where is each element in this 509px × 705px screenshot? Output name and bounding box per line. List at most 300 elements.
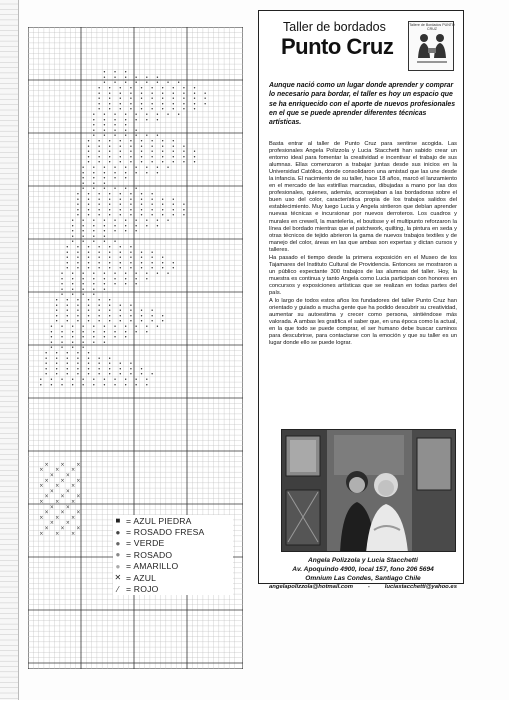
chart-symbol: • <box>92 287 96 293</box>
chart-symbol: • <box>50 325 53 330</box>
chart-symbol: • <box>193 150 196 156</box>
chart-symbol: • <box>81 187 85 193</box>
chart-symbol: • <box>97 102 101 108</box>
chart-symbol: • <box>140 160 143 166</box>
chart-symbol: • <box>161 160 165 166</box>
chart-symbol: • <box>92 330 96 336</box>
chart-symbol: • <box>118 203 122 209</box>
chart-symbol: • <box>55 356 59 362</box>
chart-symbol: • <box>129 197 133 203</box>
chart-symbol: • <box>140 86 143 92</box>
chart-symbol: • <box>103 81 106 87</box>
chart-symbol: • <box>87 250 90 256</box>
chart-symbol: • <box>150 91 154 97</box>
chart-symbol: • <box>92 378 96 383</box>
chart-symbol: • <box>81 282 85 288</box>
chart-symbol: • <box>140 309 143 315</box>
chart-symbol: × <box>60 525 65 532</box>
chart-symbol: • <box>81 287 85 293</box>
chart-symbol: • <box>60 383 64 389</box>
chart-symbol: • <box>118 245 122 251</box>
chart-symbol: • <box>108 97 112 103</box>
chart-symbol: • <box>140 367 143 373</box>
chart-symbol: • <box>171 266 175 272</box>
chart-symbol: • <box>55 367 59 373</box>
chart-symbol: • <box>129 144 133 150</box>
chart-symbol: • <box>161 261 165 267</box>
chart-symbol: • <box>71 277 75 283</box>
chart-symbol: • <box>118 192 122 198</box>
chart-symbol: × <box>44 461 49 468</box>
chart-symbol: • <box>81 240 85 246</box>
square-icon: ■ <box>115 516 121 526</box>
chart-symbol: • <box>193 97 196 103</box>
chart-symbol: • <box>124 282 128 288</box>
chart-symbol: • <box>60 325 64 330</box>
chart-symbol: • <box>71 340 75 346</box>
chart-symbol: × <box>76 493 81 500</box>
chart-symbol: • <box>113 229 117 235</box>
chart-symbol: • <box>92 335 96 341</box>
chart-symbol: • <box>150 256 154 262</box>
chart-symbol: • <box>134 113 138 118</box>
chart-symbol: • <box>113 81 117 87</box>
chart-symbol: • <box>129 91 133 97</box>
chart-symbol: • <box>97 97 101 103</box>
legend-item-azul-piedra: ■ = AZUL PIEDRA <box>113 515 233 526</box>
chart-symbol: • <box>145 134 149 140</box>
chart-symbol: • <box>103 277 106 283</box>
chart-symbol: • <box>118 213 122 219</box>
chart-symbol: × <box>44 493 49 500</box>
chart-symbol: • <box>81 219 85 224</box>
chart-symbol: • <box>97 372 101 378</box>
chart-symbol: • <box>81 346 85 352</box>
chart-symbol: • <box>129 97 133 103</box>
chart-symbol: • <box>87 208 90 214</box>
chart-symbol: • <box>108 197 112 203</box>
chart-symbol: • <box>150 213 154 219</box>
chart-symbol: • <box>124 187 128 193</box>
chart-symbol: • <box>108 309 112 315</box>
chart-symbol: • <box>145 81 149 87</box>
chart-symbol: • <box>108 261 112 267</box>
chart-symbol: • <box>97 266 101 272</box>
chart-symbol: • <box>60 272 64 277</box>
chart-symbol: • <box>118 303 122 309</box>
chart-symbol: • <box>50 335 53 341</box>
chart-symbol: • <box>140 372 143 378</box>
chart-symbol: • <box>108 356 112 362</box>
chart-symbol: × <box>49 504 55 511</box>
chart-symbol: • <box>71 325 75 330</box>
chart-symbol: • <box>103 383 106 389</box>
chart-symbol: • <box>103 134 106 140</box>
chart-symbol: • <box>182 144 186 150</box>
chart-symbol: • <box>108 298 112 304</box>
chart-symbol: • <box>161 213 165 219</box>
chart-symbol: • <box>60 378 64 383</box>
chart-symbol: • <box>150 261 154 267</box>
chart-symbol: • <box>71 346 75 352</box>
chart-symbol: • <box>124 166 128 171</box>
chart-symbol: • <box>150 107 154 113</box>
chart-symbol: • <box>140 107 143 113</box>
chart-symbol: • <box>113 118 117 124</box>
chart-symbol: • <box>87 155 90 161</box>
chart-symbol: • <box>81 335 85 341</box>
chart-symbol: × <box>71 530 76 537</box>
chart-symbol: • <box>129 139 133 145</box>
chart-symbol: • <box>161 150 165 156</box>
chart-symbol: • <box>50 340 53 346</box>
chart-symbol: • <box>161 203 165 209</box>
chart-symbol: • <box>103 224 106 230</box>
chart-symbol: × <box>49 488 55 495</box>
chart-symbol: • <box>182 107 186 113</box>
chart-symbol: • <box>161 107 165 113</box>
chart-symbol: • <box>55 314 59 320</box>
chart-symbol: • <box>134 219 138 224</box>
chart-symbol: • <box>182 86 186 92</box>
chart-symbol: • <box>81 166 85 171</box>
chart-symbol: • <box>44 356 48 362</box>
chart-symbol: • <box>44 362 48 368</box>
chart-symbol: • <box>182 150 186 156</box>
chart-symbol: • <box>103 325 106 330</box>
article-intro: Aunque nació como un lugar donde aprender y comprar lo necesario para bordar, el taller es hoy un espacio que se ha enriquecido con el aporte de nuevos profesionales en el que se puede aprender diferentes técnicas artísticas. <box>269 82 456 127</box>
chart-symbol: • <box>87 197 90 203</box>
chart-symbol: • <box>124 272 128 277</box>
chart-symbol: • <box>124 176 128 182</box>
chart-symbol: • <box>87 192 90 198</box>
chart-symbol: • <box>113 187 117 193</box>
chart-symbol: • <box>156 118 159 124</box>
chart-symbol: • <box>129 314 133 320</box>
chart-symbol: • <box>92 282 96 288</box>
chart-symbol: • <box>81 229 85 235</box>
chart-symbol: • <box>76 197 80 203</box>
chart-symbol: • <box>145 383 149 389</box>
chart-symbol: • <box>97 362 101 368</box>
chart-symbol: • <box>97 197 101 203</box>
chart-symbol: • <box>145 325 149 330</box>
chart-symbol: • <box>81 181 85 187</box>
chart-symbol: • <box>97 367 101 373</box>
chart-symbol: • <box>171 144 175 150</box>
circle-icon: ● <box>115 538 121 548</box>
chart-symbol: × <box>55 499 60 505</box>
chart-symbol: • <box>97 250 101 256</box>
chart-symbol: • <box>108 160 112 166</box>
chart-symbol: • <box>118 150 122 156</box>
chart-symbol: • <box>113 75 117 81</box>
chart-symbol: • <box>76 250 80 256</box>
chart-symbol: • <box>113 176 117 182</box>
chart-symbol: • <box>76 303 80 309</box>
chart-symbol: • <box>124 277 128 283</box>
chart-symbol: • <box>150 102 154 108</box>
chart-symbol: • <box>60 277 64 283</box>
chart-symbol: • <box>145 272 149 277</box>
caption-names: Angela Polizzola y Lucia Stacchetti <box>308 557 418 564</box>
chart-symbol: • <box>71 335 75 341</box>
chart-symbol: • <box>108 139 112 145</box>
chart-symbol: • <box>150 250 154 256</box>
chart-symbol: • <box>76 362 80 368</box>
chart-symbol: • <box>182 208 186 214</box>
legend-item-rosado: ● = ROSADO <box>113 549 233 560</box>
chart-symbol: × <box>60 461 65 468</box>
chart-symbol: • <box>87 367 90 373</box>
chart-symbol: • <box>193 91 196 97</box>
chart-symbol: • <box>76 256 80 262</box>
chart-symbol: • <box>150 160 154 166</box>
chart-symbol: × <box>55 514 60 521</box>
chart-symbol: • <box>161 314 165 320</box>
chart-symbol: • <box>193 86 196 92</box>
chart-symbol: • <box>145 113 149 118</box>
chart-symbol: • <box>55 303 59 309</box>
chart-symbol: • <box>71 378 75 383</box>
chart-symbol: • <box>103 219 106 224</box>
caption-location: Omnium Las Condes, Santiago Chile <box>305 575 421 582</box>
chart-symbol: • <box>129 362 133 368</box>
chart-symbol: • <box>113 166 117 171</box>
chart-symbol: • <box>150 97 154 103</box>
chart-symbol: • <box>182 91 186 97</box>
chart-symbol: • <box>87 298 90 304</box>
chart-symbol: • <box>81 224 85 230</box>
chart-symbol: • <box>150 86 154 92</box>
chart-symbol: × <box>65 504 70 511</box>
chart-symbol: • <box>113 282 117 288</box>
chart-symbol: • <box>118 197 122 203</box>
chart-symbol: • <box>71 224 75 230</box>
chart-symbol: • <box>92 113 96 118</box>
chart-symbol: • <box>92 229 96 235</box>
chart-symbol: • <box>118 319 122 325</box>
chart-symbol: • <box>113 171 117 177</box>
chart-symbol: • <box>92 166 96 171</box>
chart-symbol: • <box>103 181 106 187</box>
chart-symbol: • <box>161 91 165 97</box>
chart-symbol: • <box>81 277 85 283</box>
chart-symbol: • <box>150 319 154 325</box>
chart-symbol: • <box>55 351 59 357</box>
photo-caption <box>269 556 457 592</box>
chart-symbol: × <box>76 461 81 468</box>
chart-symbol: • <box>118 256 122 262</box>
chart-symbol: • <box>145 166 149 171</box>
chart-symbol: • <box>124 383 128 389</box>
chart-symbol: • <box>87 261 90 267</box>
chart-symbol: • <box>124 378 128 383</box>
chart-symbol: • <box>108 102 112 108</box>
chart-symbol: • <box>65 298 69 304</box>
chart-symbol: • <box>161 97 165 103</box>
legend-item-verde: ● = VERDE <box>113 538 233 549</box>
chart-symbol: • <box>71 219 75 224</box>
chart-symbol: • <box>92 181 96 187</box>
chart-symbol: • <box>113 113 117 118</box>
chart-symbol: • <box>60 293 64 299</box>
chart-symbol: • <box>182 160 186 166</box>
chart-symbol: • <box>65 314 69 320</box>
chart-symbol: • <box>124 113 128 118</box>
email-angela: angelapolizzola@hotmail.com <box>269 584 353 590</box>
chart-symbol: • <box>134 378 138 383</box>
chart-symbol: × <box>65 488 70 495</box>
chart-symbol: • <box>108 245 112 251</box>
chart-symbol: • <box>140 261 143 267</box>
chart-symbol: • <box>65 362 69 368</box>
chart-symbol: • <box>145 171 149 177</box>
chart-symbol: • <box>92 325 96 330</box>
chart-symbol: • <box>161 139 165 145</box>
chart-symbol: • <box>134 330 138 336</box>
founders-photo <box>281 429 456 552</box>
chart-symbol: • <box>177 113 181 118</box>
chart-symbol: • <box>166 166 170 171</box>
chart-symbol: • <box>81 340 85 346</box>
chart-symbol: • <box>145 378 149 383</box>
chart-symbol: • <box>171 155 175 161</box>
chart-symbol: • <box>65 367 69 373</box>
chart-symbol: • <box>118 86 122 92</box>
chart-symbol: • <box>92 234 96 240</box>
chart-symbol: • <box>108 266 112 272</box>
chart-symbol: • <box>103 113 106 118</box>
chart-symbol: • <box>108 367 112 373</box>
chart-symbol: • <box>161 197 165 203</box>
chart-symbol: × <box>44 477 49 484</box>
chart-symbol: • <box>97 91 101 97</box>
chart-symbol: • <box>60 330 64 336</box>
chart-symbol: • <box>87 372 90 378</box>
chart-symbol: × <box>76 509 81 516</box>
chart-symbol: • <box>150 197 154 203</box>
chart-symbol: • <box>92 171 96 177</box>
chart-symbol: • <box>129 213 133 219</box>
chart-symbol: • <box>87 303 90 309</box>
chart-symbol: • <box>103 187 106 193</box>
chart-symbol: × <box>65 520 70 527</box>
chart-symbol: • <box>44 367 48 373</box>
chart-symbol: • <box>97 86 101 92</box>
chart-symbol: • <box>129 155 133 161</box>
chart-symbol: • <box>134 134 138 140</box>
chart-symbol: × <box>60 477 65 484</box>
chart-symbol: • <box>97 203 101 209</box>
chart-symbol: × <box>71 483 76 490</box>
chart-symbol: • <box>129 102 133 108</box>
chart-symbol: • <box>65 372 69 378</box>
chart-symbol: • <box>71 229 75 235</box>
chart-symbol: • <box>81 330 85 336</box>
chart-symbol: • <box>103 176 106 182</box>
chart-symbol: • <box>81 383 85 389</box>
chart-symbol: • <box>118 160 122 166</box>
chart-symbol: • <box>171 208 175 214</box>
chart-symbol: • <box>118 155 122 161</box>
chart-symbol: • <box>140 102 143 108</box>
chart-symbol: • <box>92 240 96 246</box>
chart-symbol: • <box>65 303 69 309</box>
chart-symbol: • <box>76 319 80 325</box>
cross-stitch-chart <box>28 27 243 669</box>
chart-symbol: • <box>65 356 69 362</box>
chart-symbol: • <box>71 240 75 246</box>
chart-symbol: • <box>134 282 138 288</box>
chart-symbol: • <box>129 150 133 156</box>
chart-symbol: • <box>87 266 90 272</box>
chart-symbol: • <box>134 272 138 277</box>
chart-symbol: • <box>92 176 96 182</box>
chart-symbol: • <box>118 266 122 272</box>
chart-symbol: • <box>118 372 122 378</box>
chart-symbol: • <box>76 203 80 209</box>
chart-symbol: × <box>39 467 44 474</box>
chart-symbol: • <box>113 224 117 230</box>
chart-symbol: • <box>171 107 175 113</box>
chart-symbol: • <box>97 298 101 304</box>
slash-icon: ⁄ <box>117 584 119 594</box>
chart-symbol: × <box>76 477 81 484</box>
chart-symbol: × <box>55 467 60 474</box>
chart-symbol: • <box>171 261 175 267</box>
chart-symbol: • <box>134 277 138 283</box>
chart-symbol: • <box>103 378 106 383</box>
chart-symbol: • <box>103 166 106 171</box>
chart-symbol: • <box>193 107 196 113</box>
chart-symbol: × <box>65 472 70 479</box>
chart-symbol: • <box>140 203 143 209</box>
chart-symbol: • <box>108 213 112 219</box>
edge-grid <box>0 0 18 700</box>
chart-symbol: × <box>71 514 76 521</box>
chart-symbol: • <box>161 144 165 150</box>
chart-symbol: • <box>129 203 133 209</box>
chart-symbol: • <box>87 351 90 357</box>
chart-symbol: • <box>203 97 207 103</box>
chart-symbol: • <box>76 314 80 320</box>
chart-symbol: • <box>124 171 128 177</box>
chart-symbol: • <box>150 266 154 272</box>
chart-symbol: • <box>87 203 90 209</box>
chart-symbol: • <box>103 340 106 346</box>
color-legend <box>113 515 233 595</box>
chart-symbol: • <box>108 107 112 113</box>
chart-symbol: • <box>71 383 75 389</box>
chart-symbol: • <box>129 266 133 272</box>
chart-symbol: • <box>145 118 149 124</box>
chart-symbol: • <box>50 346 53 352</box>
chart-symbol: • <box>150 372 154 378</box>
chart-symbol: • <box>118 102 122 108</box>
chart-symbol: • <box>92 134 96 140</box>
chart-symbol: × <box>49 520 55 527</box>
chart-symbol: • <box>81 234 85 240</box>
chart-symbol: • <box>171 197 175 203</box>
chart-symbol: • <box>134 224 138 230</box>
chart-symbol: × <box>39 530 44 537</box>
chart-symbol: × <box>55 530 60 537</box>
chart-symbol: • <box>50 383 53 389</box>
chart-symbol: • <box>76 213 80 219</box>
caption-address: Av. Apoquindo 4900, local 157, fono 206 5694 <box>292 566 434 573</box>
chart-symbol: • <box>129 86 133 92</box>
